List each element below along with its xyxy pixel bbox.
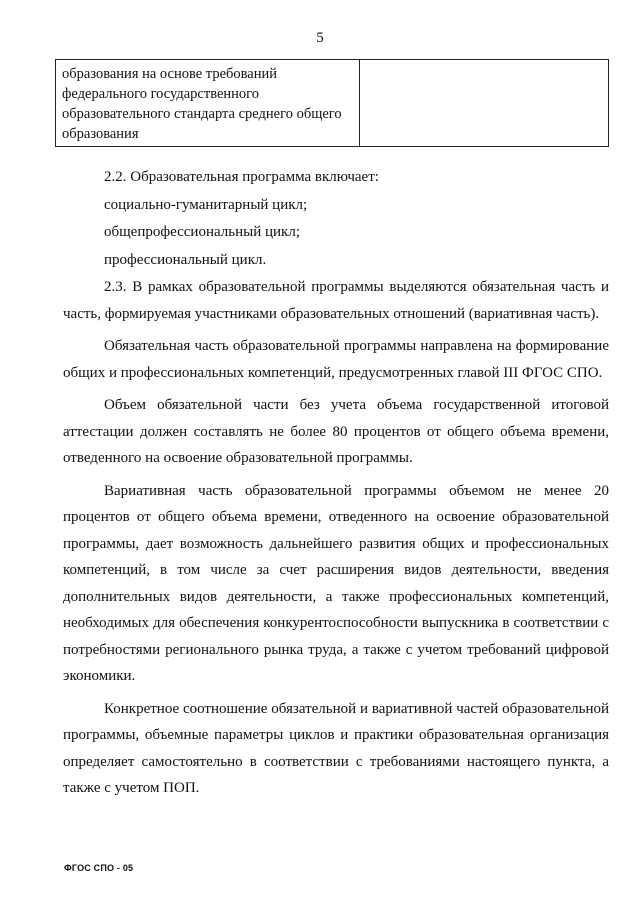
paragraph-ratio: Конкретное соотношение обязательной и вариативной частей образовательной программы, объемные параметры циклов и практики образовательная организация определяет самостоятельно в соответствии с требованиями настоящего пункта, а также с учетом ПОП. — [63, 700, 609, 796]
list-item-professional: профессиональный цикл. — [104, 251, 267, 268]
table-cell-left — [56, 60, 360, 147]
paragraph-2-3: 2.3. В рамках образовательной программы выделяются обязательная часть и часть, формируемая участниками образовательных отношений (вариативная часть). — [63, 279, 609, 322]
table-cell-line: федерального государственного — [62, 86, 260, 102]
paragraph-2-2: 2.2. Образовательная программа включает: — [104, 169, 379, 185]
list-item-social-humanitarian: социально-гуманитарный цикл; — [104, 196, 308, 213]
table-cell-line: образования — [62, 126, 139, 142]
paragraph-mandatory-volume: Объем обязательной части без учета объема государственной итоговой аттестации должен составлять не более 80 процентов от общего объема времени, отведенного на освоение образовательной программы. — [63, 397, 609, 466]
paragraph-mandatory-part: Обязательная часть образовательной программы направлена на формирование общих и профессиональных компетенций, предусмотренных главой III ФГОС СПО. — [63, 338, 609, 381]
table-cell-line: образования на основе требований — [62, 66, 278, 82]
footer-document-code: ФГОС СПО - 05 — [64, 863, 134, 873]
table-cell-line: образовательного стандарта среднего общего — [62, 106, 342, 122]
page-number: 5 — [316, 30, 324, 46]
paragraph-variable-part: Вариативная часть образовательной программы объемом не менее 20 процентов от общего объема времени, отведенного на освоение образовательной программы, дает возможность дальнейшего развития общих и профессиональных компетенций, в том числе за счет расширения видов деятельности, введения дополнительных видов деятельности, а также профессиональных компетенций, необходимых для обеспечения конкурентоспособности выпускника в соответствии с потребностями регионального рынка труда, а также с учетом требований цифровой экономики. — [63, 482, 609, 684]
document-body — [63, 164, 609, 808]
list-item-general-professional: общепрофессиональный цикл; — [104, 224, 300, 240]
continuation-table — [55, 59, 609, 147]
table-cell-right — [360, 60, 609, 147]
table-row — [56, 60, 609, 147]
